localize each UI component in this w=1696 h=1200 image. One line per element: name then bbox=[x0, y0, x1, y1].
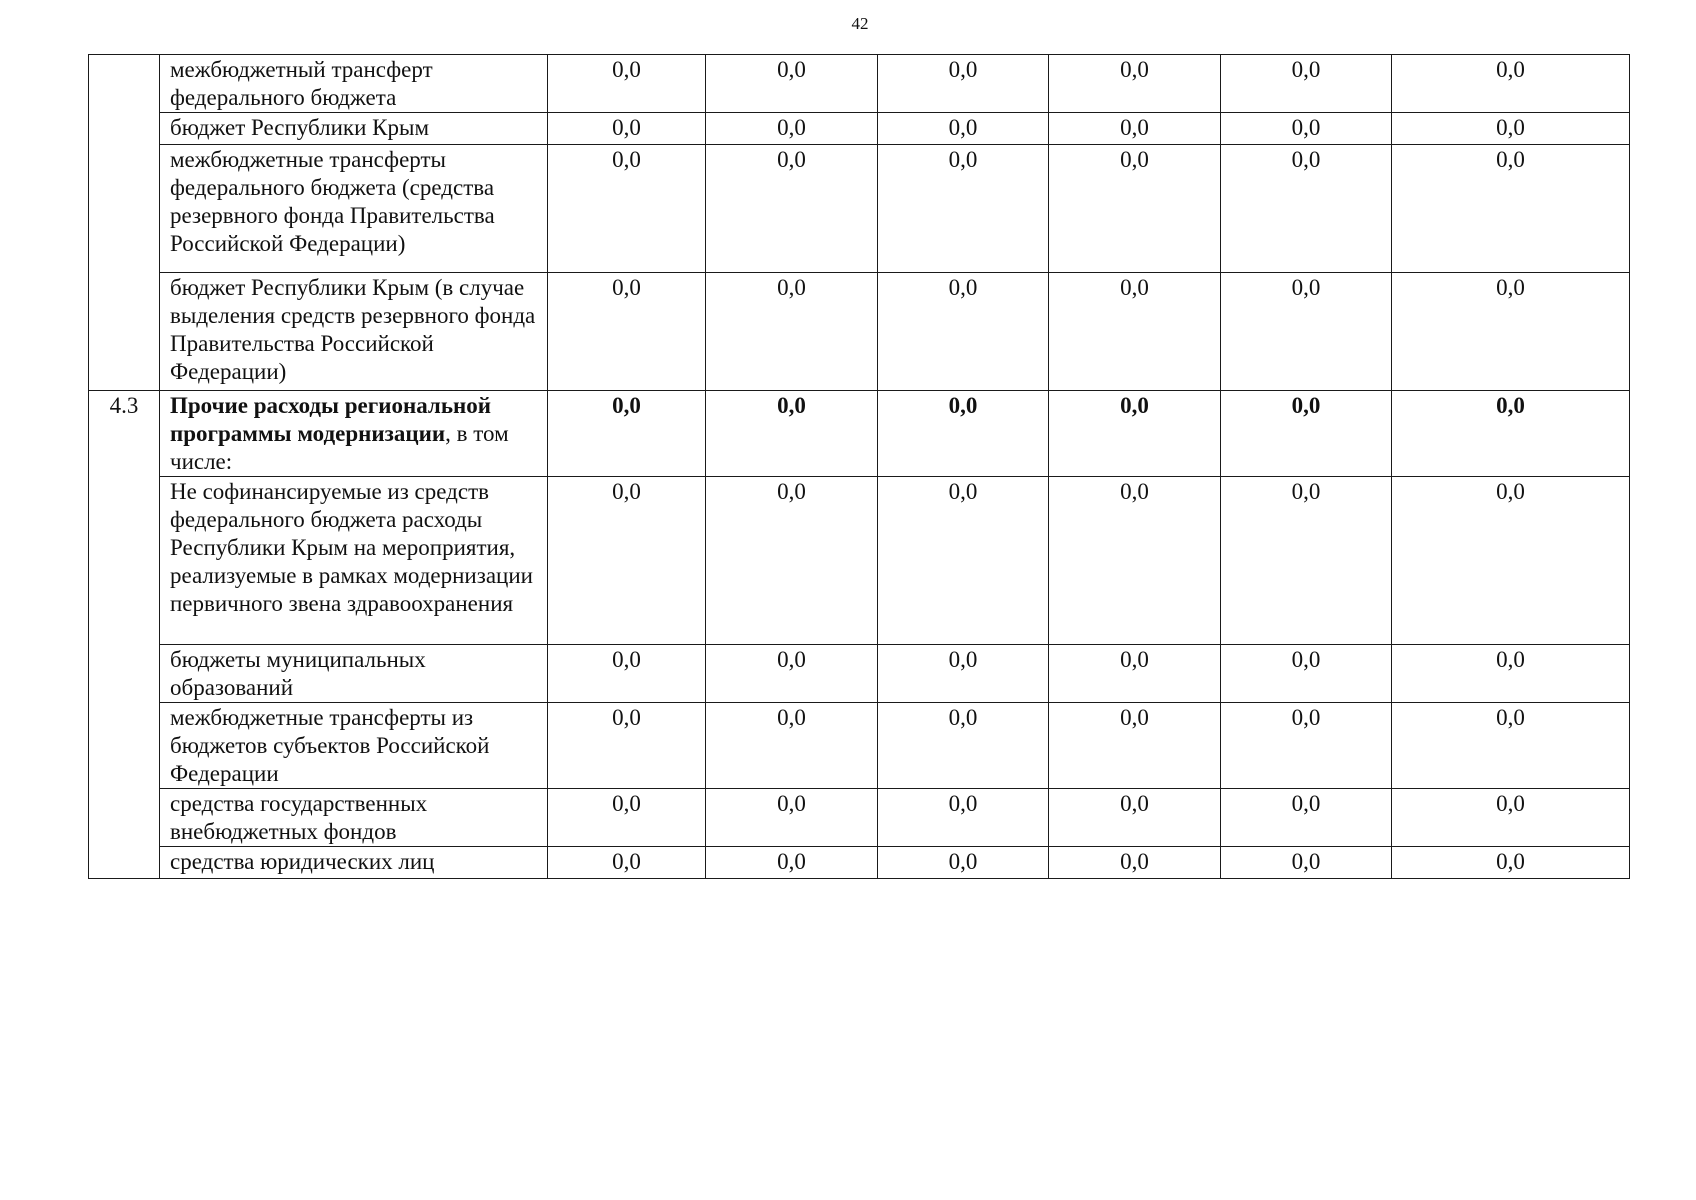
value-cell: 0,0 bbox=[878, 789, 1049, 847]
value-cell: 0,0 bbox=[548, 847, 706, 879]
value-cell: 0,0 bbox=[548, 703, 706, 789]
value-cell: 0,0 bbox=[878, 703, 1049, 789]
row-label: межбюджетные трансферты из бюджетов субъектов Российской Федерации bbox=[160, 703, 548, 789]
value-cell: 0,0 bbox=[1221, 113, 1392, 145]
row-index-cell bbox=[89, 55, 160, 391]
row-label: средства юридических лиц bbox=[160, 847, 548, 879]
value-cell: 0,0 bbox=[1049, 703, 1221, 789]
value-cell: 0,0 bbox=[706, 645, 878, 703]
value-cell: 0,0 bbox=[1221, 789, 1392, 847]
value-cell: 0,0 bbox=[548, 145, 706, 273]
value-cell: 0,0 bbox=[706, 145, 878, 273]
value-cell: 0,0 bbox=[1049, 789, 1221, 847]
value-cell: 0,0 bbox=[878, 477, 1049, 645]
value-cell: 0,0 bbox=[1049, 645, 1221, 703]
value-cell: 0,0 bbox=[706, 273, 878, 391]
budget-table bbox=[88, 54, 1630, 879]
value-cell: 0,0 bbox=[548, 113, 706, 145]
value-cell: 0,0 bbox=[878, 113, 1049, 145]
row-label: бюджеты муниципальных образований bbox=[160, 645, 548, 703]
value-cell: 0,0 bbox=[1221, 391, 1392, 477]
value-cell: 0,0 bbox=[1221, 477, 1392, 645]
value-cell: 0,0 bbox=[1049, 273, 1221, 391]
row-label bbox=[160, 391, 548, 477]
value-cell: 0,0 bbox=[548, 789, 706, 847]
value-cell: 0,0 bbox=[1221, 847, 1392, 879]
value-cell: 0,0 bbox=[1221, 145, 1392, 273]
value-cell: 0,0 bbox=[1049, 145, 1221, 273]
value-cell: 0,0 bbox=[548, 273, 706, 391]
value-cell: 0,0 bbox=[878, 391, 1049, 477]
value-cell: 0,0 bbox=[706, 789, 878, 847]
row-label: Не софинансируемые из средств федерального бюджета расходы Республики Крым на мероприятия, реализуемые в рамках модернизации первичного звена здравоохранения bbox=[160, 477, 548, 645]
value-cell: 0,0 bbox=[1049, 55, 1221, 113]
table-row-section-total bbox=[89, 391, 1630, 477]
value-cell: 0,0 bbox=[1392, 55, 1630, 113]
value-cell: 0,0 bbox=[1049, 847, 1221, 879]
table-row bbox=[89, 55, 1630, 113]
value-cell: 0,0 bbox=[1392, 145, 1630, 273]
row-label: межбюджетный трансферт федерального бюджета bbox=[160, 55, 548, 113]
value-cell: 0,0 bbox=[548, 477, 706, 645]
value-cell: 0,0 bbox=[706, 477, 878, 645]
value-cell: 0,0 bbox=[1049, 477, 1221, 645]
value-cell: 0,0 bbox=[548, 391, 706, 477]
value-cell: 0,0 bbox=[1221, 55, 1392, 113]
row-label: средства государственных внебюджетных фондов bbox=[160, 789, 548, 847]
value-cell: 0,0 bbox=[878, 273, 1049, 391]
value-cell: 0,0 bbox=[1392, 645, 1630, 703]
value-cell: 0,0 bbox=[706, 847, 878, 879]
value-cell: 0,0 bbox=[1049, 113, 1221, 145]
row-label: бюджет Республики Крым (в случае выделения средств резервного фонда Правительства Российской Федерации) bbox=[160, 273, 548, 391]
section-title: Прочие расходы региональной программы модернизации bbox=[170, 393, 491, 446]
value-cell: 0,0 bbox=[706, 55, 878, 113]
value-cell: 0,0 bbox=[706, 391, 878, 477]
value-cell: 0,0 bbox=[1392, 789, 1630, 847]
table-row bbox=[89, 847, 1630, 879]
value-cell: 0,0 bbox=[1392, 477, 1630, 645]
value-cell: 0,0 bbox=[1392, 391, 1630, 477]
value-cell: 0,0 bbox=[1392, 847, 1630, 879]
value-cell: 0,0 bbox=[548, 55, 706, 113]
value-cell: 0,0 bbox=[706, 113, 878, 145]
table-row bbox=[89, 113, 1630, 145]
row-index-cell: 4.3 bbox=[89, 391, 160, 879]
value-cell: 0,0 bbox=[878, 55, 1049, 113]
value-cell: 0,0 bbox=[1392, 113, 1630, 145]
row-label: бюджет Республики Крым bbox=[160, 113, 548, 145]
table-row bbox=[89, 703, 1630, 789]
table-row bbox=[89, 645, 1630, 703]
page-number: 42 bbox=[851, 14, 869, 33]
section-title-rest: , в том числе: bbox=[170, 421, 509, 474]
table-row bbox=[89, 789, 1630, 847]
value-cell: 0,0 bbox=[1392, 273, 1630, 391]
value-cell: 0,0 bbox=[1392, 703, 1630, 789]
value-cell: 0,0 bbox=[1221, 273, 1392, 391]
value-cell: 0,0 bbox=[878, 645, 1049, 703]
value-cell: 0,0 bbox=[1221, 645, 1392, 703]
value-cell: 0,0 bbox=[878, 847, 1049, 879]
value-cell: 0,0 bbox=[878, 145, 1049, 273]
value-cell: 0,0 bbox=[1049, 391, 1221, 477]
table-row bbox=[89, 145, 1630, 273]
value-cell: 0,0 bbox=[548, 645, 706, 703]
table-row bbox=[89, 273, 1630, 391]
value-cell: 0,0 bbox=[1221, 703, 1392, 789]
value-cell: 0,0 bbox=[706, 703, 878, 789]
row-label: межбюджетные трансферты федерального бюджета (средства резервного фонда Правительства Российской Федерации) bbox=[160, 145, 548, 273]
table-row bbox=[89, 477, 1630, 645]
